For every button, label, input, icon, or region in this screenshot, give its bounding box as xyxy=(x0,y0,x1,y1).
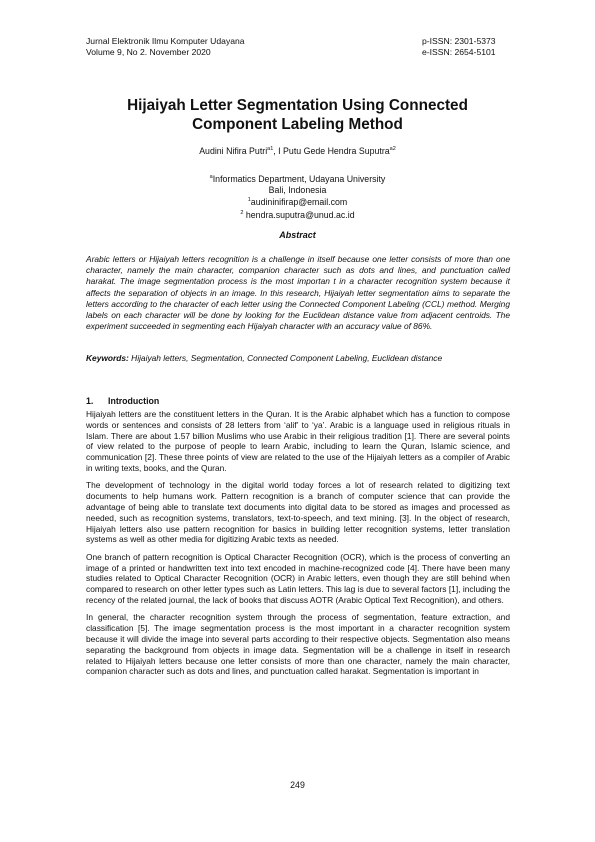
paper-title xyxy=(60,96,535,134)
paragraph: One branch of pattern recognition is Optical Character Recognition (OCR), which is the process of converting an image of a printed or handwritten text into text encoded in machine-recognized code [4]. There have been many studies related to Optical Character Recognition (OCR) in Arabic letters, even though they are still behind when compared to research on other letter types such as Latin letters. This lag is due to several factors [1], including the recency of the related journal, the lack of books that discuss AOTR (Arabic Optical Text Recognition), and others. xyxy=(86,551,510,605)
p-issn: p-ISSN: 2301-5373 xyxy=(422,36,496,46)
title-line-1: Hijaiyah Letter Segmentation Using Connected xyxy=(127,97,468,114)
title-line-2: Component Labeling Method xyxy=(192,116,403,133)
author-list xyxy=(60,146,535,156)
affil-mark: a xyxy=(209,174,213,180)
affiliation-city: Bali, Indonesia xyxy=(268,184,327,195)
abstract-heading: Abstract xyxy=(279,230,316,240)
author-separator: , xyxy=(273,146,279,156)
section-number: 1. xyxy=(86,396,94,406)
author-2-affil: a2 xyxy=(389,146,396,153)
section-heading xyxy=(86,396,159,406)
running-header-left xyxy=(86,36,245,58)
affiliation-dept: $^a$Informatics Department, Udayana University xyxy=(209,173,386,184)
body-text xyxy=(86,409,510,684)
e-issn: e-ISSN: 2654-5101 xyxy=(422,47,496,57)
running-header-right xyxy=(422,36,496,58)
page-number: 249 xyxy=(290,780,305,790)
paragraph: Hijaiyah letters are the constituent letters in the Quran. It is the Arabic alphabet which has a function to compose words or sentences and consists of 28 letters from ‘alif’ to ‘ya’. Arabic is a language used in religious rituals in Islam. There are about 1.57 billion Muslims who use Arabic in their religious tradition [1]. There are several points of view related to the purpose of people to learn Arabic, including to learn the Quran, Islamic science, and communication [2]. These three points of view are related to the use of the Hijaiyah letters as a compiler of Arabic in writing texts, books, and the Quran. xyxy=(86,409,510,473)
affiliation-block xyxy=(60,172,535,220)
journal-name: Jurnal Elektronik Ilmu Komputer Udayana xyxy=(86,36,245,46)
section-title: Introduction xyxy=(108,396,160,406)
keywords xyxy=(86,353,510,364)
author-1: Audini Nifira Putri xyxy=(199,146,268,156)
paragraph: In general, the character recognition system through the process of segmentation, feature extraction, and classification [5]. The image segmentation process is the most important in a character recognition system because it will divide the image into several parts according to their respective objects. Segmentation also means separating the background from objects in image data. Segmentation will be a challenge in itself in research related to Hijaiyah letters because one letter consists of more than one character, namely the main character, companion character such as dots and lines, and punctuation called harakat. Segmentation is important in xyxy=(86,612,510,677)
email-2: $^2$ hendra.suputra@unud.ac.id xyxy=(240,209,355,220)
keywords-list: Hijaiyah letters, Segmentation, Connected Component Labeling, Euclidean distance xyxy=(128,353,443,363)
email-1: $^1$audininifirap@email.com xyxy=(247,197,348,208)
abstract-text: Arabic letters or Hijaiyah letters recognition is a challenge in itself because one letter consists of more than one character, namely the main character, companion character such as dots and lines, and punctuation called harakat. The image segmentation process is the most importan t in a character recognition system because it affects the separation of objects in an image. In this research, Hijaiyah letter segmentation aims to separate the letters according to the character of each letter using the Connected Component Labeling (CCL) method. Merging labels on each character will be done by looking for the Euclidean distance value from adjacent centroids. The experiment succeeded in segmenting each Hijaiyah character with an accuracy value of 86%. xyxy=(86,254,510,332)
journal-volume: Volume 9, No 2. November 2020 xyxy=(86,47,211,57)
author-2: I Putu Gede Hendra Suputra xyxy=(278,146,390,156)
author-1-affil: a1 xyxy=(267,146,274,153)
keywords-label: Keywords: xyxy=(86,353,129,363)
paragraph: The development of technology in the digital world today forces a lot of research related to digitizing text documents to help humans work. Pattern recognition is a branch of computer science that can provide the advantage of being able to translate text documents into digital data to be stored as images and processed as needed, such as recognition systems, translators, text-to-speech, and text mining. [3]. In the object of research, Hijaiyah letters also use pattern recognition for basics in building letter recognition systems, letter translation systems as well as other media for digitizing Arabic texts as needed. xyxy=(86,480,510,545)
